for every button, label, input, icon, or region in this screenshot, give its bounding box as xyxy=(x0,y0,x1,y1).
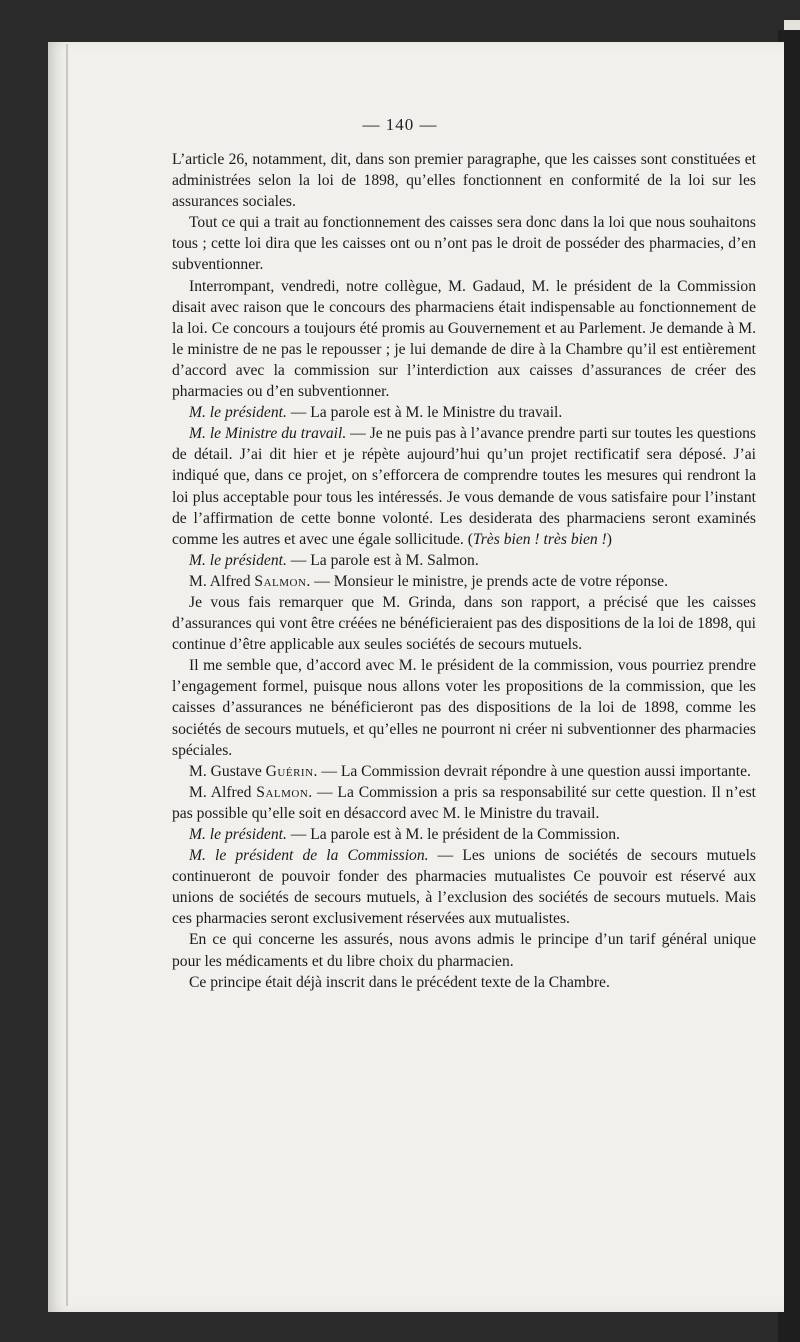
paragraph: Interrompant, vendredi, notre collègue, M. Gadaud, M. le président de la Commission disait avec raison que le concours des pharmaciens était indispensable au fonctionnement de la loi. Ce concours a toujours été promis au Gouvernement et au Parlement. Je demande à M. le ministre de ne pas le repousser ; je lui demande de dire à la Chambre qu’il est entièrement d’accord avec la commission sur l’interdiction aux caisses d’assurances de créer des pharmacies ou d’en subventionner. xyxy=(172,277,756,401)
speaker-name: Salmon xyxy=(256,783,309,801)
paragraph: Ce principe était déjà inscrit dans le précédent texte de la Chambre. xyxy=(189,973,610,991)
paragraph xyxy=(172,782,756,824)
body-text xyxy=(172,149,756,993)
paragraph: Tout ce qui a trait au fonctionnement des caisses sera donc dans la loi que nous souhaitons tous ; cette loi dira que les caisses ont ou n’ont pas le droit de posséder des pharmacies, d’en subventionner. xyxy=(172,214,756,274)
paragraph: Je vous fais remarquer que M. Grinda, dans son rapport, a précisé que les caisses d’assurances qui vont être créées ne bénéficieraient pas des dispositions de la loi de 1898, qui continue d’être applicable aux seules sociétés de secours mutuels. xyxy=(172,593,756,654)
page-fold-line xyxy=(66,44,68,1306)
paragraph: Il me semble que, d’accord avec M. le président de la commission, vous pourriez prendre l’engagement formel, puisque nous allons voter les propositions de la commission, que les caisses d’assurances ne bénéficieront pas des dispositions de la loi de 1898, comme les sociétés de secours mutuels, et qu’elles ne pourront ni créer ni subventionner des pharmacies spéciales. xyxy=(172,657,756,759)
speech-text: — La parole est à M. le Ministre du travail. xyxy=(286,404,563,422)
paragraph xyxy=(172,845,756,929)
paragraph xyxy=(172,571,756,592)
paragraph xyxy=(172,761,756,782)
paragraph xyxy=(172,550,756,571)
speech-text: — Je ne puis pas à l’avance prendre parti sur toutes les questions de détail. J’ai dit hier et je répète aujourd’hui qu’un projet rectificatif sera déposé. J’ai indiqué que, dans ce projet, on s’efforcera de comprendre toutes les mesures qui rendront la loi plus acceptable pour tous les intéressés. Je vous demande de vous satisfaire pour l’instant de l’affirmation de cette bonne volonté. Les desiderata des pharmaciens seront examinés comme les autres et avec une égale sollicitude. ( xyxy=(172,425,756,548)
speaker-name: M. le président. xyxy=(189,551,287,569)
paragraph: L’article 26, notamment, dit, dans son premier paragraphe, que les caisses sont constituées et administrées selon la loi de 1898, qu’elles fonctionnent en conformité de la loi sur les assurances sociales. xyxy=(172,151,756,211)
speech-text: . — La Commission a pris sa responsabilité sur cette question. Il n’est pas possible qu’elle soit en désaccord avec M. le Ministre du travail. xyxy=(172,783,756,822)
paragraph xyxy=(172,824,756,845)
page-number: — 140 — xyxy=(362,115,438,134)
paragraph: En ce qui concerne les assurés, nous avons admis le principe d’un tarif général unique pour les médicaments et du libre choix du pharmacien. xyxy=(172,931,756,970)
paragraph xyxy=(172,423,756,550)
speaker-name: M. le président. xyxy=(189,404,287,422)
speaker-prefix: M. Alfred xyxy=(189,572,255,590)
applause-note: Très bien ! très bien ! xyxy=(472,530,607,548)
speech-text: . — Monsieur le ministre, je prends acte de votre réponse. xyxy=(306,572,669,590)
speaker-name: M. le président de la Commission. xyxy=(189,847,429,865)
speech-text: — La parole est à M. Salmon. xyxy=(286,551,479,569)
speaker-name: M. le Ministre du travail. xyxy=(189,425,347,443)
speech-text: ) xyxy=(606,530,612,548)
speaker-name: M. le président. xyxy=(189,826,287,843)
speaker-name: Salmon xyxy=(254,572,307,590)
speaker-prefix: M. Alfred xyxy=(189,783,257,801)
speaker-prefix: M. Gustave xyxy=(189,762,266,780)
speech-text: — La parole est à M. le président de la Commission. xyxy=(286,826,620,843)
speaker-name: Guérin xyxy=(265,762,314,780)
speech-text: . — La Commission devrait répondre à une question aussi importante. xyxy=(313,762,751,780)
paragraph xyxy=(172,402,756,423)
speech-text: — Les unions de sociétés de secours mutuels continueront de pouvoir fonder des pharmacies mutualistes Ce pouvoir est réservé aux unions de sociétés de secours mutuels, à l’exclusion des sociétés de secours mutuels. Mais ces pharmacies seront exclusivement réservées aux mutualistes. xyxy=(172,847,756,928)
